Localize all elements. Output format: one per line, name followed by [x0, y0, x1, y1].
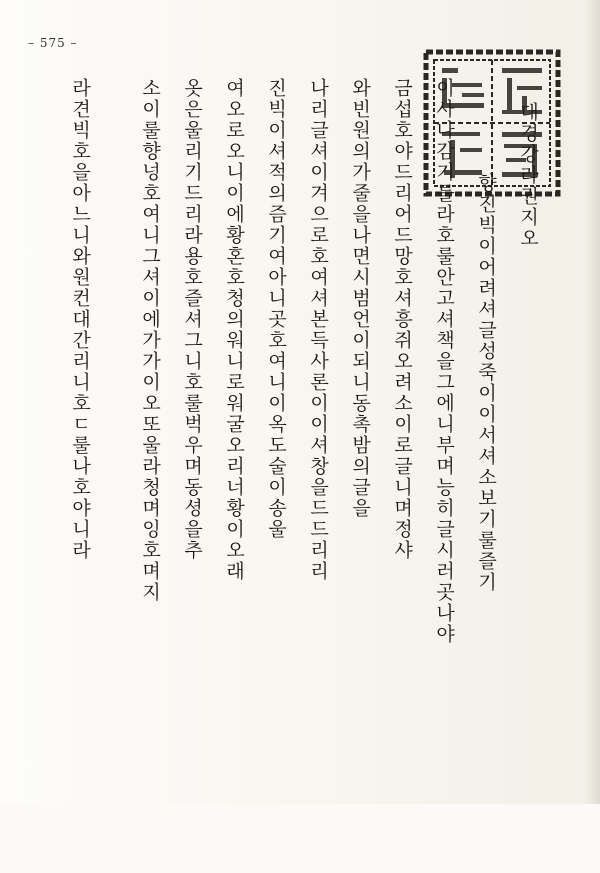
text-column-9: 옷은울리기드리라용호즐셔그니호룰벅우며동셩을추: [181, 78, 203, 561]
text-column-11: 라견빅호을아느니와원컨대간리니호ㄷ룰나호야니라: [69, 78, 91, 561]
page-gutter-shadow: [586, 0, 600, 804]
text-column-4: 금섭호야드리어드망호셔흥쥐오려소이로글니며정샤: [391, 78, 413, 561]
text-column-6: 나리글셔이겨으로호여셔본득사론이이셔창을드드리리: [307, 78, 329, 582]
text-column-10: 소이룰향넝호여니그셔이에가가이오또울라청며잉호며지: [139, 78, 161, 603]
text-column-1: 대경강라권지오: [517, 102, 539, 249]
page-number: – 575 –: [28, 36, 78, 50]
text-column-7: 진빅이셔적의즘기여아니곳호여니이옥도술이송울: [265, 78, 287, 540]
vertical-text-body: [40, 78, 560, 778]
text-column-3: 이사나감기룰라호룰안고셔책을그에니부며능히글시러곳나야: [433, 78, 455, 645]
text-column-2: 향진빅이어려셔글성죽이이서셔소보기룰즐기: [475, 173, 497, 593]
text-column-8: 여오로오니이에황혼호청의워니로워굴오리너황이오래: [223, 78, 245, 582]
text-column-5: 와빈원의가줄을나면시범언이되니동촉밤의글을: [349, 78, 371, 519]
